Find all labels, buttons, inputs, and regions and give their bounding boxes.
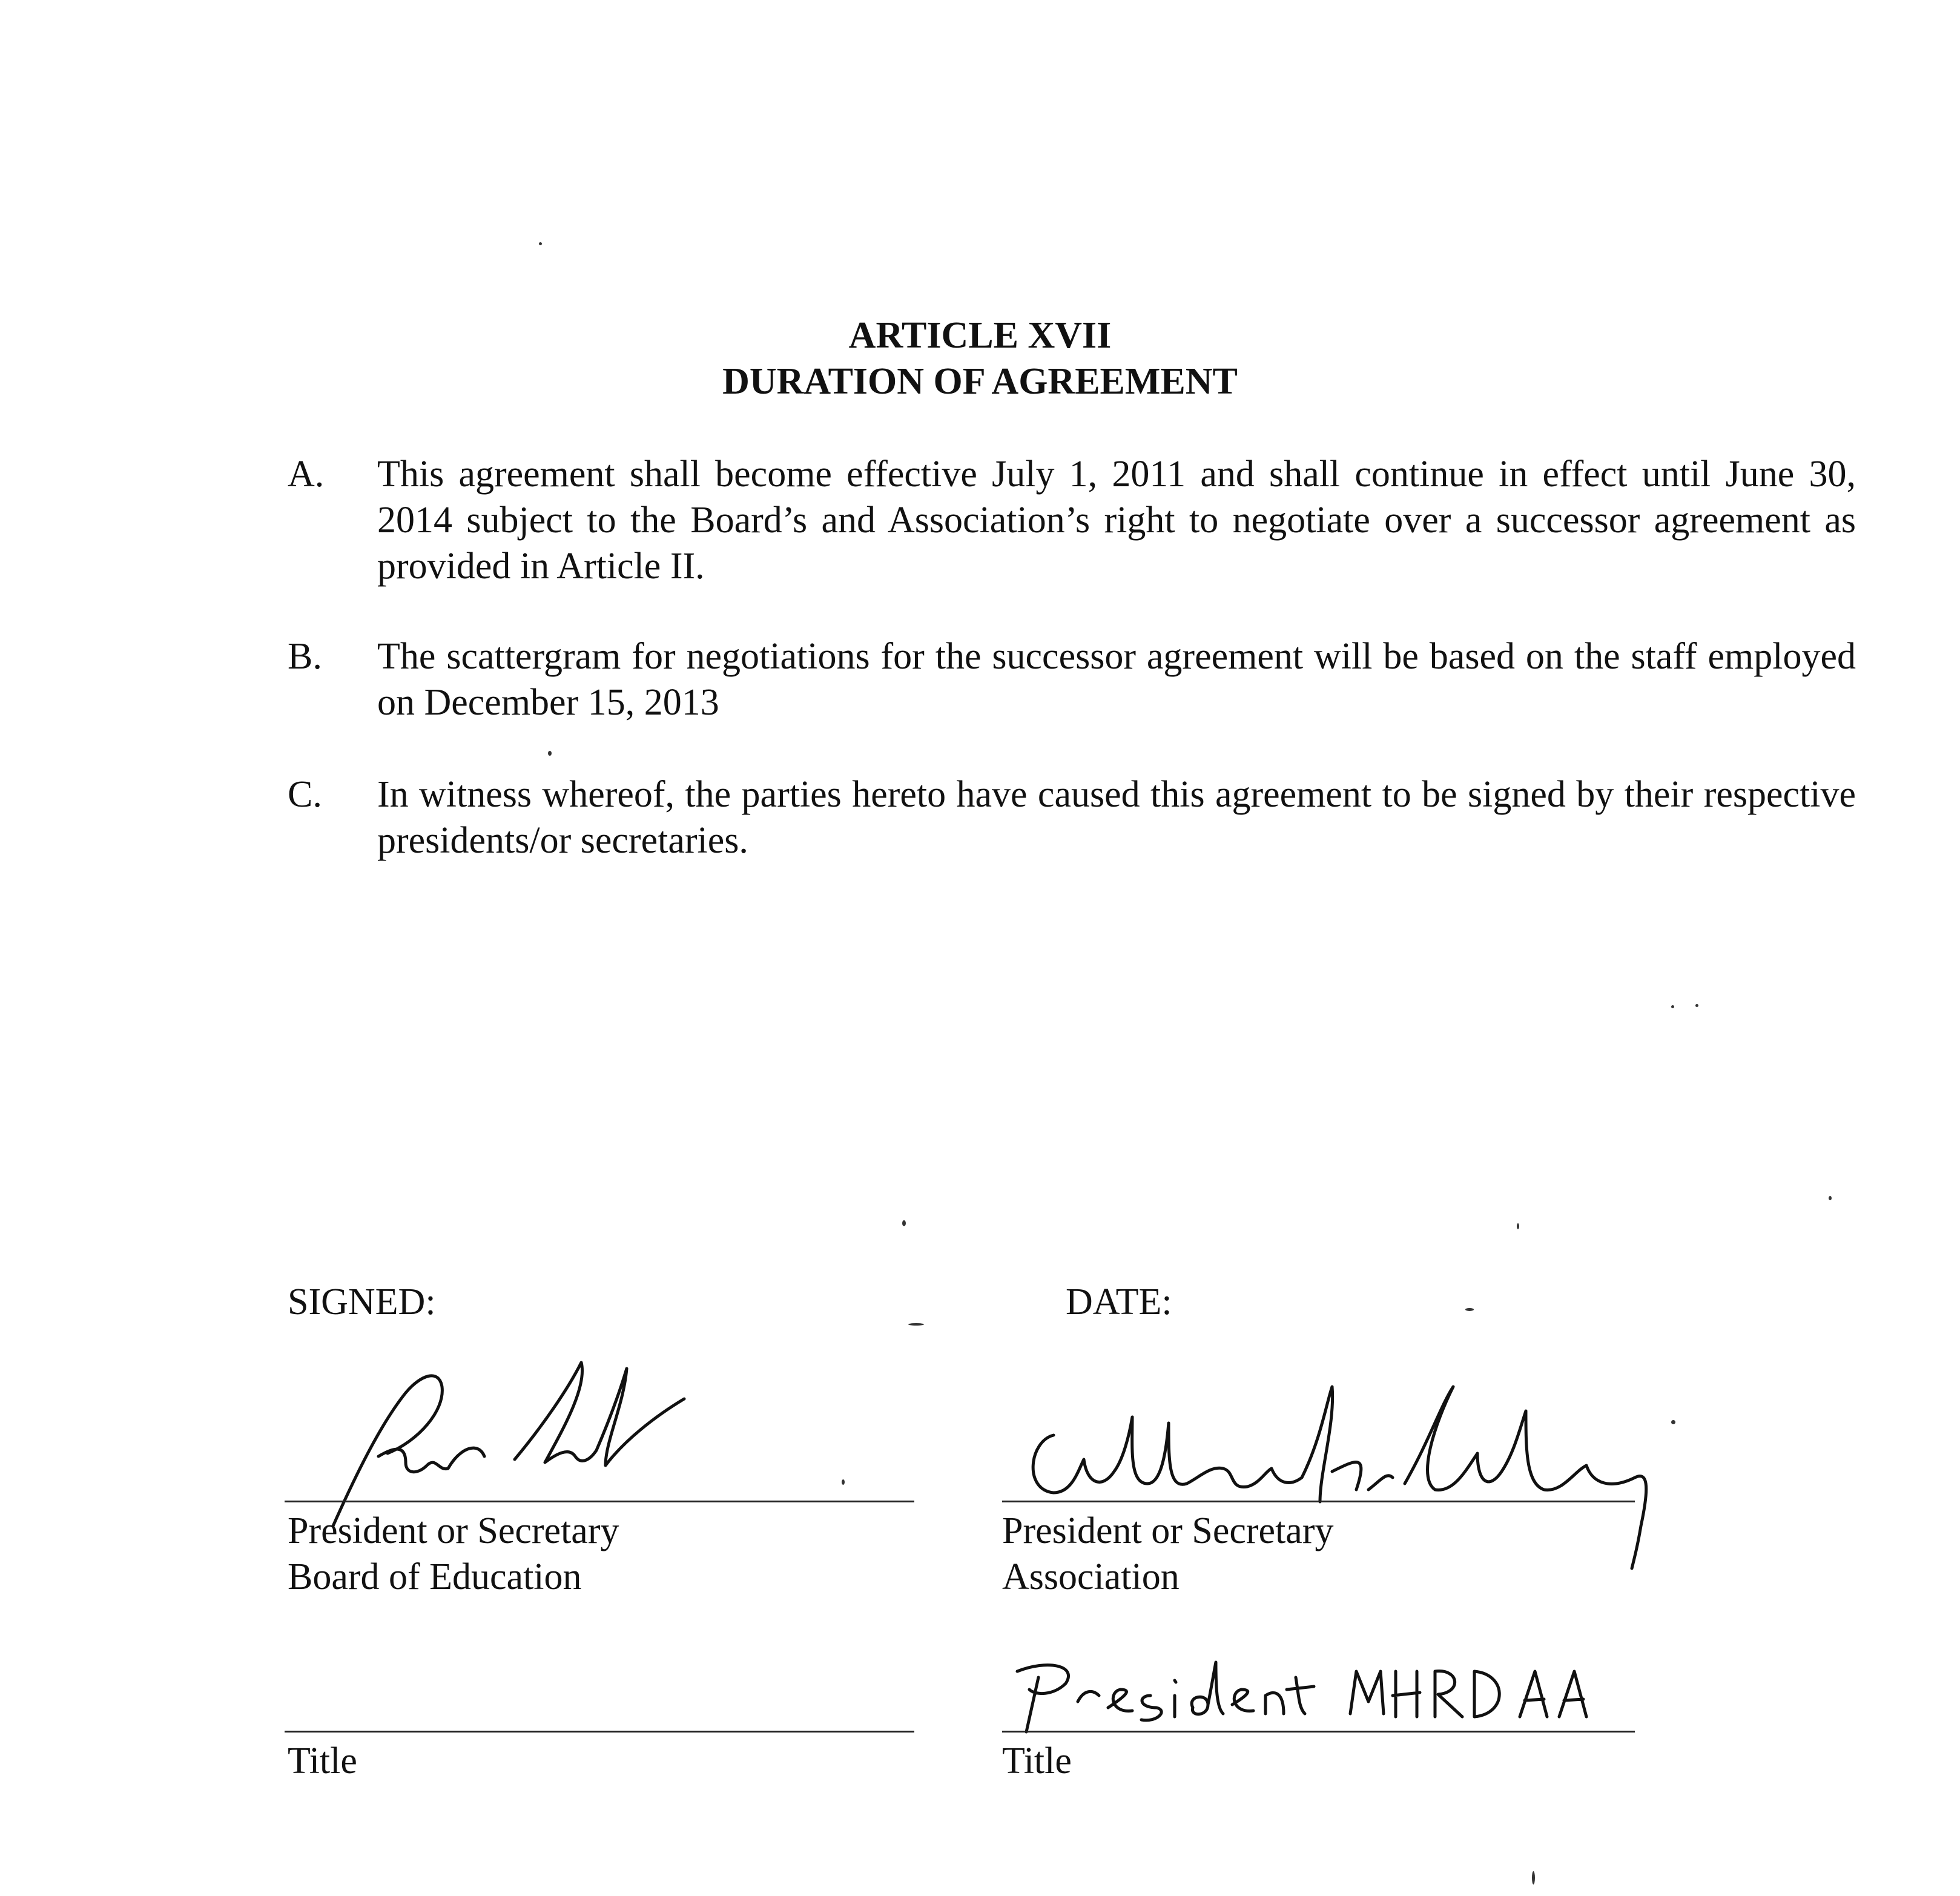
association-title-label: Title	[1002, 1740, 1072, 1782]
article-number: ARTICLE XVII	[848, 315, 1112, 356]
board-title-label: Title	[288, 1740, 357, 1782]
scan-speck	[1532, 1871, 1535, 1884]
board-signature-line	[285, 1501, 914, 1502]
scan-speck	[539, 242, 542, 245]
section-text: In witness whereof, the parties hereto have caused this agreement to be signed by their respective presidents/or secretaries.	[377, 774, 1856, 861]
section-text: This agreement shall become effective July 1, 2011 and shall continue in effect until June 30, 2014 subject to the Board’s and Association’s right to negotiate over a successor agreement as provided in Article II.	[377, 454, 1856, 587]
scan-speck	[548, 751, 552, 756]
association-handwritten-title	[993, 1647, 1635, 1738]
association-signature-line	[1002, 1501, 1635, 1502]
scan-speck	[908, 1323, 924, 1326]
article-title: DURATION OF AGREEMENT	[722, 361, 1238, 402]
section-b	[288, 633, 1856, 730]
scan-speck	[1465, 1308, 1474, 1311]
section-c	[288, 771, 1856, 868]
scan-speck	[1517, 1223, 1519, 1229]
board-signature	[315, 1350, 702, 1532]
association-role-line1: President or Secretary	[1002, 1510, 1334, 1551]
scan-speck	[902, 1220, 906, 1226]
section-letter: C.	[288, 774, 322, 815]
association-role-line2: Association	[1002, 1556, 1180, 1597]
board-title-line	[285, 1731, 914, 1732]
section-a	[288, 451, 1856, 590]
scan-speck	[842, 1479, 845, 1485]
scan-speck	[1671, 1420, 1675, 1424]
section-letter: A.	[288, 454, 325, 495]
board-role-line2: Board of Education	[288, 1556, 582, 1597]
scan-speck	[1695, 1004, 1698, 1007]
signed-label: SIGNED:	[288, 1281, 436, 1323]
date-label: DATE:	[1066, 1281, 1172, 1323]
scan-speck	[1671, 1005, 1674, 1008]
association-title-line	[1002, 1731, 1635, 1732]
section-text: The scattergram for negotiations for the successor agreement will be based on the staff employed on December 15, 2013	[377, 636, 1856, 723]
scan-speck	[1829, 1196, 1832, 1200]
section-letter: B.	[288, 636, 322, 677]
board-role-line1: President or Secretary	[288, 1510, 619, 1551]
